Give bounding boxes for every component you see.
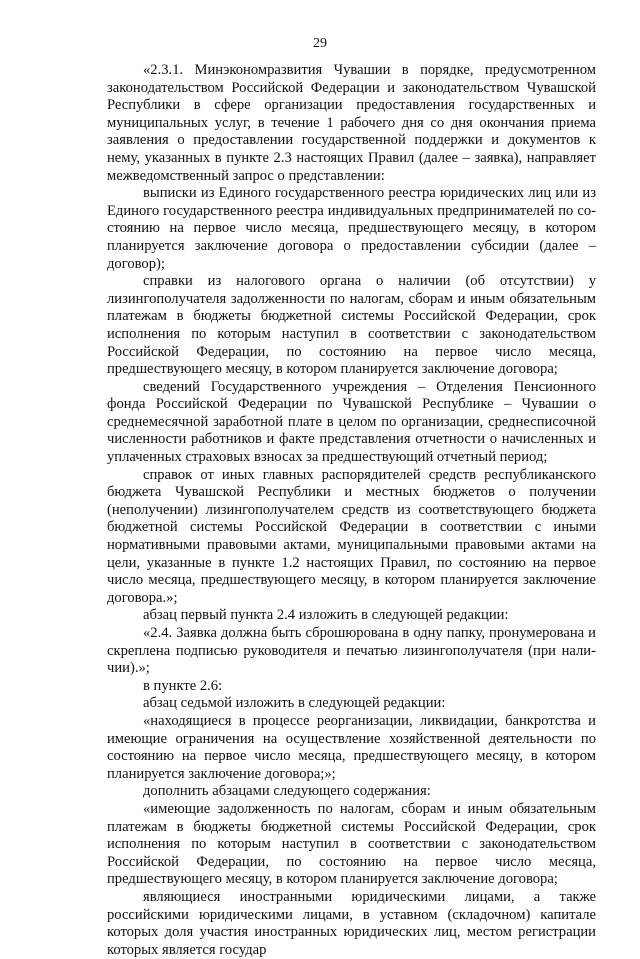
paragraph: абзац седьмой изложить в следующей редакции: bbox=[143, 695, 446, 712]
paragraph: дополнить абзацами следующего содержания: bbox=[143, 783, 431, 800]
paragraph: сведений Государственного учреждения – Отделения Пенсионного фонда Российской Федерации по Чувашской Республике – Чувашии о среднемесячной заработной плате в целом по организации, среднесписочной численности работников и факте представления отчетности о начисленных и уплаченных страховых взносах за предшествующий отчетный период; bbox=[107, 378, 596, 466]
page-number: 29 bbox=[313, 36, 327, 51]
paragraph: «находящиеся в процессе реорганизации, ликвидации, банкротства и имеющие ограничения на осуществление хозяйственной деятельности по состоянию на первое число месяца, предшествующего месяцу, в котором планируется заключение договора;»; bbox=[107, 712, 596, 782]
paragraph: «2.4. Заявка должна быть сброшюрована в одну папку, пронумерована и скреплена подписью руководителя и печатью лизингополучателя (при наличии).»; bbox=[107, 625, 596, 677]
paragraph: абзац первый пункта 2.4 изложить в следующей редакции: bbox=[143, 607, 509, 624]
paragraph: в пункте 2.6: bbox=[143, 677, 223, 694]
paragraph: являющиеся иностранными юридическими лицами, а также российскими юридическими лицами, в уставном (складочном) капитале которых доля участия иностранных юридических лиц, местом регистрации которых является государ bbox=[107, 888, 596, 958]
paragraph: справок от иных главных распорядителей средств республиканского бюджета Чувашской Республики и местных бюджетов о получении (неполучении) лизингополучателем средств из соответствующего бюджета бюджетной системы Российской Федерации в соответствии с иными нормативными правовыми актами, муниципальными правовыми актами на цели, указанные в пункте 1.2 настоящих Правил, по состоянию на первое число месяца, предшествующего месяцу, в котором планируется заключение договора.»; bbox=[107, 466, 596, 606]
paragraph: выписки из Единого государственного реестра юридических лиц или из Единого государственного реестра индивидуальных предпринимателей по состоянию на первое число месяца, предшествующего месяцу, в котором планируется заключение договора о предоставлении субсидии (далее – договор); bbox=[107, 185, 596, 272]
paragraph: «имеющие задолженность по налогам, сборам и иным обязательным платежам в бюджеты бюджетной системы Российской Федерации, срок исполнения по которым наступил в соответствии с законодательством Российской Федерации, по состоянию на первое число месяца, предшествующего месяцу, в котором планируется заключение договора; bbox=[107, 800, 596, 888]
document-body bbox=[107, 62, 596, 959]
paragraph: «2.3.1. Минэкономразвития Чувашии в порядке, предусмотренном законодательством Российской Федерации и законодательством Чувашской Республики в сфере организации предоставления государственных и муниципальных услуг, в течение 1 рабочего дня со дня окончания приема заявления о предоставлении государственной поддержки и документов к нему, указанных в пункте 2.3 настоящих Правил (далее – заявка), направляет межведомственный запрос о представлении: bbox=[107, 62, 596, 184]
paragraph: справки из налогового органа о наличии (об отсутствии) у лизингополучателя задолженности по налогам, сборам и иным обязательным платежам в бюджеты бюджетной системы Российской Федерации, срок исполнения по которым наступил в соответствии с законодательством Российской Федерации, по состоянию на первое число месяца, предшествующего месяцу, в котором планируется заключение договора; bbox=[107, 273, 596, 378]
